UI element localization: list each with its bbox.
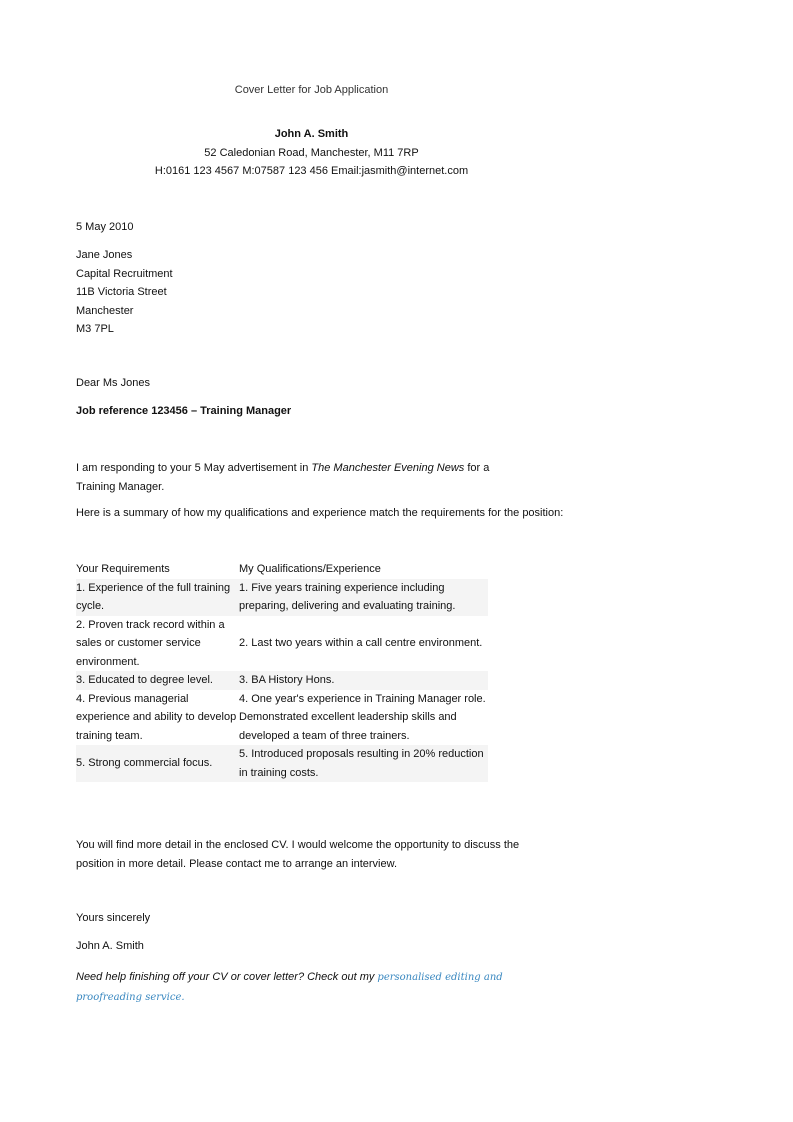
recipient-name: Jane Jones — [76, 249, 133, 261]
qualification-cell: 1. Five years training experience including preparing, delivering and evaluating training. — [239, 579, 488, 616]
recipient-postcode: M3 7PL — [76, 323, 114, 335]
table-row — [76, 671, 488, 690]
table-row — [76, 579, 488, 616]
requirement-cell: 1. Experience of the full training cycle. — [76, 579, 239, 616]
body-paragraph-2: Here is a summary of how my qualifications and experience match the requirements for the position: — [76, 507, 564, 519]
qualification-cell: 2. Last two years within a call centre environment. — [239, 637, 483, 649]
closing-paragraph: You will find more detail in the enclosed CV. I would welcome the opportunity to discuss the position in more detail. Please contact me to arrange an interview. — [76, 839, 520, 870]
table-row — [76, 616, 488, 672]
requirements-table — [76, 560, 488, 782]
salutation: Dear Ms Jones — [76, 377, 150, 389]
qualification-cell: 4. One year's experience in Training Manager role. Demonstrated excellent leadership skills and developed a team of three trainers. — [239, 692, 486, 742]
requirement-cell: 3. Educated to degree level. — [76, 671, 239, 690]
qualification-cell: 5. Introduced proposals resulting in 20% reduction in training costs. — [239, 745, 488, 782]
sign-off: Yours sincerely — [76, 912, 151, 924]
recipient-address — [76, 246, 173, 339]
proofreading-service-link[interactable]: personalised editing and proofreading service. — [76, 972, 503, 1003]
recipient-company: Capital Recruitment — [76, 267, 173, 280]
table-header-qualifications: My Qualifications/Experience — [239, 563, 381, 575]
table-header-row — [76, 560, 488, 579]
newspaper-name: The Manchester Evening News — [311, 462, 465, 474]
sender-address: 52 Caledonian Road, Manchester, M11 7RP — [204, 147, 419, 159]
requirement-cell: 4. Previous managerial experience and ability to develop training team. — [76, 692, 237, 742]
table-row — [76, 745, 488, 782]
recipient-street: 11B Victoria Street — [76, 286, 167, 298]
table-row — [76, 690, 488, 746]
para1-text-end: for a Training Manager. — [76, 462, 490, 493]
recipient-city: Manchester — [76, 304, 134, 317]
letter-date: 5 May 2010 — [76, 221, 134, 233]
table-header-requirements: Your Requirements — [76, 563, 170, 575]
requirement-cell: 2. Proven track record within a sales or customer service environment. — [76, 618, 225, 668]
qualification-cell: 3. BA History Hons. — [239, 671, 488, 690]
sender-contact: H:0161 123 4567 M:07587 123 456 Email:jasmith@internet.com — [154, 165, 469, 177]
sender-name: John A. Smith — [274, 128, 349, 140]
body-paragraph-1 — [76, 459, 526, 496]
signature-name: John A. Smith — [76, 940, 144, 952]
para1-text-start: I am responding to your 5 May advertisement in — [76, 462, 312, 474]
document-title: Cover Letter for Job Application — [234, 84, 389, 96]
promo-note — [76, 968, 546, 1007]
promo-note-text: Need help finishing off your CV or cover letter? Check out my — [76, 971, 378, 983]
requirement-cell: 5. Strong commercial focus. — [76, 745, 239, 782]
subject-line: Job reference 123456 – Training Manager — [76, 405, 292, 417]
